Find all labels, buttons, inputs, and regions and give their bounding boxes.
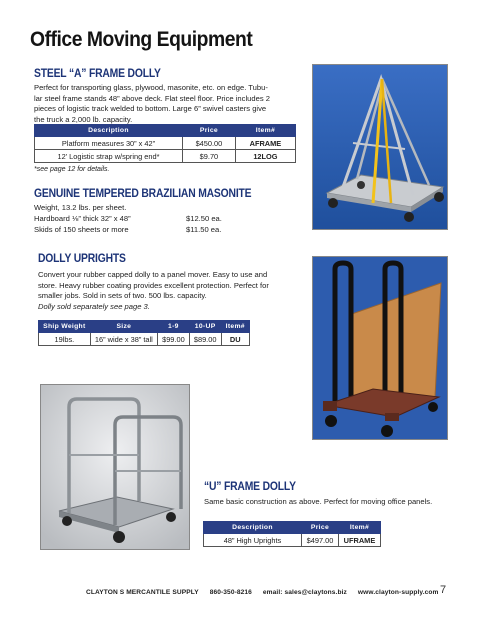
footer-phone: 860-350-8216	[209, 589, 252, 596]
table-row	[39, 333, 250, 346]
uprights-desc-line: store. Heavy rubber coating provides excellent protection. Perfect for	[38, 280, 269, 290]
aframe-desc-line: pieces of logistic track welded to bottom. Large 6” swivel casters give	[34, 104, 267, 114]
cell-price-10-up: $89.00	[189, 333, 221, 346]
uprights-heading: DOLLY UPRIGHTS	[38, 253, 126, 265]
uprights-table	[38, 320, 250, 346]
footer-company: CLAYTON S MERCANTILE SUPPLY	[86, 589, 199, 596]
table-header-row	[35, 125, 296, 137]
masonite-item-price: $11.50 ea.	[186, 225, 222, 234]
masonite-item-label: Skids of 150 sheets or more	[34, 225, 129, 234]
aframe-desc-line: lar steel frame stands 48” above deck. Flat steel floor. Price includes 2	[34, 93, 270, 103]
page-title: Office Moving Equipment	[30, 28, 253, 51]
uframe-dolly-photo	[40, 384, 190, 550]
cell-price: $9.70	[183, 150, 236, 163]
cell-item: AFRAME	[235, 137, 295, 150]
cell-description: 48” High Uprights	[204, 534, 302, 547]
col-price: Price	[302, 522, 339, 534]
aframe-desc-line: the truck a 2,000 lb. capacity.	[34, 114, 133, 124]
table-row	[35, 150, 296, 163]
dolly-uprights-photo	[312, 256, 448, 440]
cell-item: DU	[221, 333, 249, 346]
aframe-heading: STEEL “A” FRAME DOLLY	[34, 68, 161, 80]
col-item: Item#	[338, 522, 380, 534]
uframe-heading: “U” FRAME DOLLY	[204, 481, 296, 493]
aframe-desc-line: Perfect for transporting glass, plywood, masonite, etc. on edge. Tubu-	[34, 83, 268, 92]
page-footer	[86, 589, 448, 596]
uprights-desc-line: Convert your rubber capped dolly to a panel mover. Easy to use and	[38, 270, 268, 279]
masonite-weight: Weight, 13.2 lbs. per sheet.	[34, 203, 127, 212]
uframe-dolly-illustration	[41, 385, 190, 550]
aframe-description	[34, 83, 304, 125]
col-ship-weight: Ship Weight	[39, 321, 91, 333]
cell-price-1-9: $99.00	[158, 333, 190, 346]
aframe-table	[34, 124, 296, 163]
masonite-heading: GENUINE TEMPERED BRAZILIAN MASONITE	[34, 188, 252, 200]
footer-email: email: sales@claytons.biz	[262, 589, 347, 596]
footer-website: www.clayton-supply.com	[357, 589, 439, 596]
col-item: Item#	[221, 321, 249, 333]
cell-description: Platform measures 30” x 42”	[35, 137, 183, 150]
uprights-desc-line: smaller jobs. Sold in sets of two. 500 lbs. capacity.	[38, 291, 207, 301]
col-qty-10-up: 10-UP	[189, 321, 221, 333]
masonite-item-price: $12.50 ea.	[186, 214, 222, 223]
cell-description: 12’ Logistic strap w/spring end*	[35, 150, 183, 163]
uprights-note: Dolly sold separately see page 3.	[38, 301, 150, 311]
cell-item: UFRAME	[338, 534, 380, 547]
aframe-dolly-photo	[312, 64, 448, 230]
aframe-note: *see page 12 for details.	[34, 166, 110, 173]
page-number: 7	[440, 584, 447, 596]
col-size: Size	[90, 321, 157, 333]
masonite-item	[34, 225, 294, 236]
cell-size: 16” wide x 38” tall	[90, 333, 157, 346]
table-header-row	[204, 522, 381, 534]
col-description: Description	[204, 522, 302, 534]
col-item: Item#	[235, 125, 295, 137]
col-description: Description	[35, 125, 183, 137]
cell-ship-weight: 19lbs.	[39, 333, 91, 346]
table-header-row	[39, 321, 250, 333]
uprights-description	[38, 270, 308, 312]
uframe-table	[203, 521, 381, 547]
masonite-item-label: Hardboard ⅛” thick 32” x 48”	[34, 214, 131, 223]
col-qty-1-9: 1-9	[158, 321, 190, 333]
cell-price: $450.00	[183, 137, 236, 150]
uframe-description: Same basic construction as above. Perfect for moving office panels.	[204, 497, 433, 506]
dolly-uprights-illustration	[313, 257, 448, 440]
table-row	[204, 534, 381, 547]
masonite-item	[34, 214, 294, 225]
col-price: Price	[183, 125, 236, 137]
cell-price: $497.00	[302, 534, 339, 547]
aframe-dolly-illustration	[313, 65, 448, 230]
table-row	[35, 137, 296, 150]
cell-item: 12LOG	[235, 150, 295, 163]
